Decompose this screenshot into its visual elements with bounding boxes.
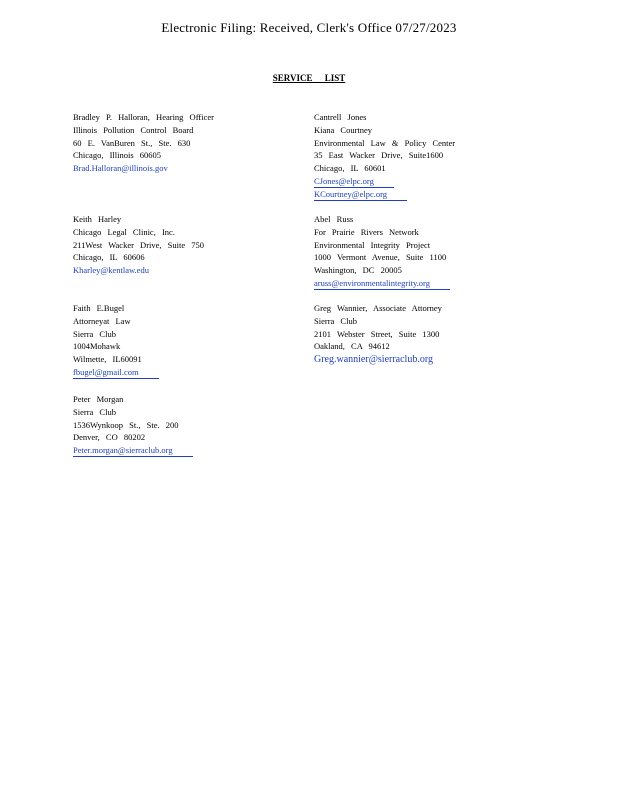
- contact-entry-halloran: [73, 111, 303, 175]
- contact-entry-wannier: [314, 302, 544, 367]
- contact-name: Keith Harley: [73, 214, 122, 224]
- contact-name: Faith E.Bugel: [73, 303, 125, 313]
- contact-city: Wilmette, IL60091: [73, 354, 142, 365]
- contact-name: Cantrell Jones: [314, 112, 367, 122]
- contact-email-link[interactable]: KCourtney@elpc.org: [314, 189, 407, 201]
- service-list-title: SERVICE LIST: [272, 73, 346, 83]
- contact-email-link[interactable]: fbugel@gmail.com: [73, 367, 159, 379]
- contact-email-link[interactable]: aruss@environmentalintegrity.org: [314, 278, 450, 290]
- contact-entry-morgan: [73, 393, 303, 457]
- contact-name: Greg Wannier, Associate Attorney: [314, 303, 442, 313]
- contact-city: Oakland, CA 94612: [314, 341, 390, 352]
- contact-email-link[interactable]: Brad.Halloran@illinois.gov: [73, 163, 168, 174]
- contact-entry-harley: [73, 213, 303, 277]
- contact-city: Chicago, Illinois 60605: [73, 150, 162, 161]
- contact-address: 2101 Webster Street, Suite 1300: [314, 328, 440, 339]
- contact-title: Attorneyat Law: [73, 315, 131, 326]
- contact-email-link[interactable]: Peter.morgan@sierraclub.org: [73, 445, 193, 457]
- contact-city: Chicago, IL 60601: [314, 163, 386, 174]
- contact-address: 60 E. VanBuren St., Ste. 630: [73, 137, 191, 148]
- contact-address: 211West Wacker Drive, Suite 750: [73, 239, 205, 250]
- contact-address: 1000 Vermont Avenue, Suite 1100: [314, 252, 447, 263]
- contact-address: 35 East Wacker Drive, Suite1600: [314, 150, 444, 161]
- contact-email-link[interactable]: Kharley@kentlaw.edu: [73, 265, 149, 276]
- contact-organization: For Prairie Rivers Network: [314, 226, 419, 237]
- contact-organization: Sierra Club: [314, 315, 357, 326]
- contact-email-link[interactable]: Greg.wannier@sierraclub.org: [314, 354, 433, 366]
- contact-entry-jones-courtney: [314, 111, 544, 201]
- contact-name: Peter Morgan: [73, 394, 124, 404]
- contact-organization: Sierra Club: [73, 406, 116, 417]
- contact-name: Kiana Courtney: [314, 124, 373, 135]
- contact-city: Washington, DC 20005: [314, 265, 402, 276]
- contact-organization: Environmental Integrity Project: [314, 239, 431, 250]
- contact-name: Bradley P. Halloran, Hearing Officer: [73, 112, 214, 122]
- contact-entry-russ: [314, 213, 544, 290]
- filing-stamp-header: Electronic Filing: Received, Clerk's Office 07/27/2023: [161, 20, 457, 35]
- contact-organization: Sierra Club: [73, 328, 116, 339]
- contact-entry-bugel: [73, 302, 303, 379]
- contact-organization: Chicago Legal Clinic, Inc.: [73, 226, 175, 237]
- contact-organization: Environmental Law & Policy Center: [314, 137, 456, 148]
- page-title: [0, 73, 618, 83]
- contact-city: Denver, CO 80202: [73, 432, 146, 443]
- contact-address: 1536Wynkoop St., Ste. 200: [73, 419, 179, 430]
- contact-name: Abel Russ: [314, 214, 354, 224]
- contact-organization: Illinois Pollution Control Board: [73, 124, 194, 135]
- contact-email-link[interactable]: CJones@elpc.org: [314, 176, 394, 188]
- contact-city: Chicago, IL 60606: [73, 252, 145, 263]
- contact-address: 1004Mohawk: [73, 341, 121, 352]
